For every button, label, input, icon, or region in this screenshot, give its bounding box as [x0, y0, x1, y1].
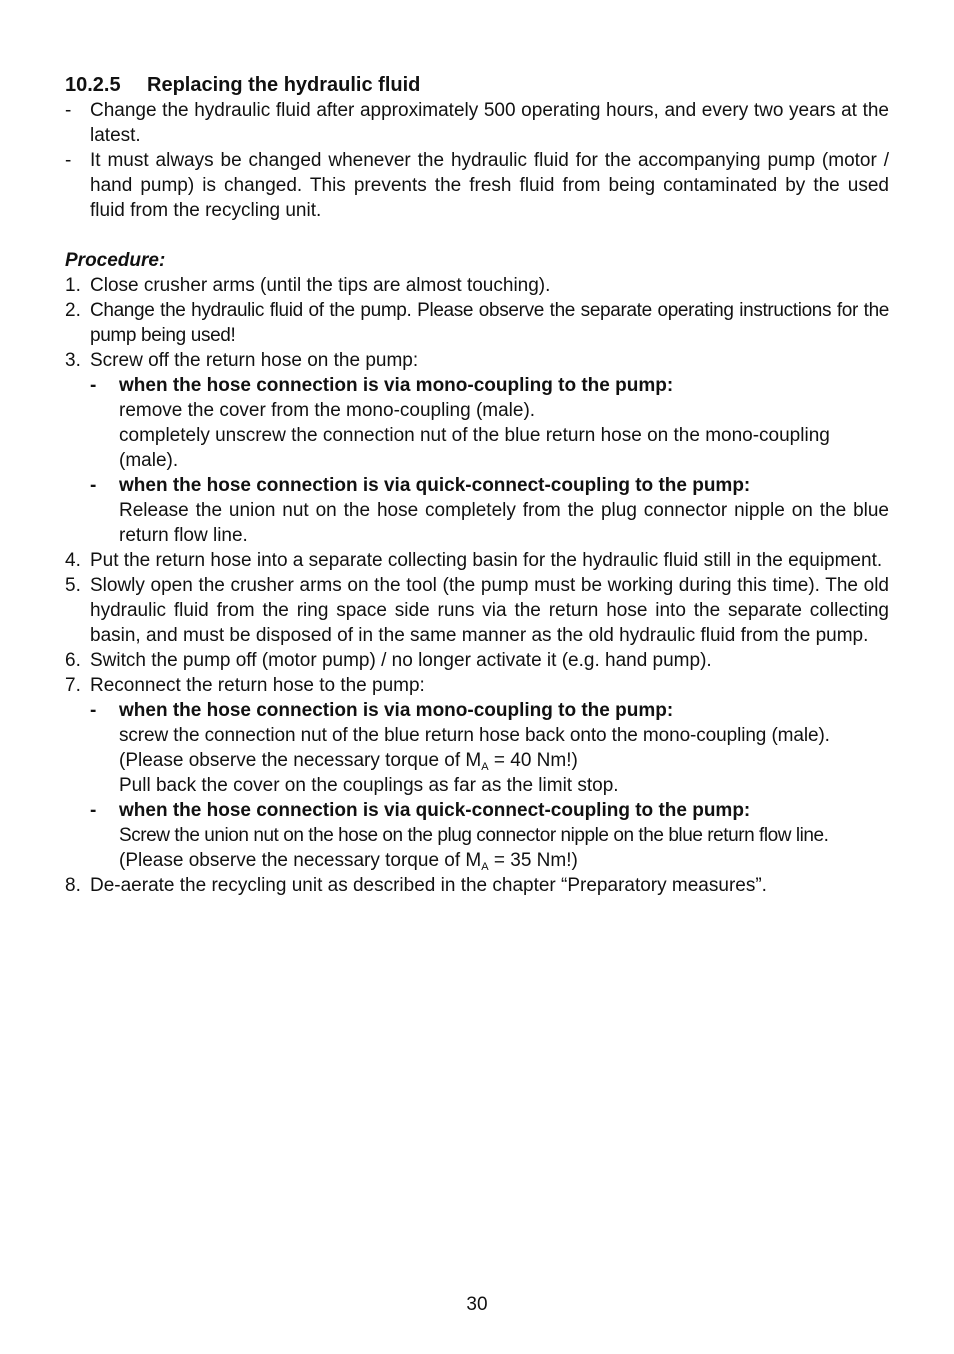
step-text: Change the hydraulic fluid of the pump. Please observe the separate operating instructions for the pump being used! [90, 300, 889, 346]
step-1 [65, 273, 889, 298]
substep-quick-connect [90, 798, 889, 873]
section-number: 10.2.5 [65, 74, 121, 96]
step-6 [65, 648, 889, 673]
procedure-label: Procedure: [65, 250, 166, 271]
step-number: 7. [65, 675, 81, 696]
substep-mono-coupling [90, 373, 889, 473]
step-number: 2. [65, 300, 81, 321]
torque-note [119, 848, 889, 873]
dash-marker: - [90, 800, 97, 821]
step-3 [65, 348, 889, 548]
intro-item [65, 148, 889, 223]
torque-subscript: A [481, 761, 489, 773]
step-text: Switch the pump off (motor pump) / no longer activate it (e.g. hand pump). [90, 650, 712, 671]
step-5 [65, 573, 889, 648]
step-4 [65, 548, 889, 573]
step-text: Slowly open the crusher arms on the tool (the pump must be working during this time). The old hydraulic fluid from the ring space side runs via the return hose into the separate collecting basin, and must be disposed of in the same manner as the old hydraulic fluid from the pump. [90, 575, 889, 646]
step-number: 8. [65, 875, 81, 896]
dash-marker: - [90, 700, 97, 721]
step-number: 6. [65, 650, 81, 671]
torque-note-text: (Please observe the necessary torque of M [119, 850, 482, 871]
step-7 [65, 673, 889, 873]
dash-marker: - [90, 475, 97, 496]
step-text: Reconnect the return hose to the pump: [90, 675, 425, 696]
section-title: Replacing the hydraulic fluid [147, 74, 421, 96]
step-number: 4. [65, 550, 81, 571]
section-heading [65, 72, 889, 98]
substep-heading: when the hose connection is via quick-connect-coupling to the pump: [119, 475, 751, 496]
substep-mono-coupling [90, 698, 889, 798]
step-number: 3. [65, 350, 81, 371]
torque-note [119, 748, 889, 773]
page-number: 30 [466, 1294, 488, 1315]
step-8 [65, 873, 889, 898]
substep-text: remove the cover from the mono-coupling (male). [119, 400, 536, 421]
intro-text: It must always be changed whenever the hydraulic fluid for the accompanying pump (motor / hand pump) is changed. This prevents the fresh fluid from being contaminated by the used fluid from the recycling unit. [90, 150, 889, 221]
intro-item [65, 98, 889, 148]
step-text: De-aerate the recycling unit as described in the chapter “Preparatory measures”. [90, 875, 767, 896]
dash-marker: - [90, 375, 97, 396]
step-number: 5. [65, 575, 81, 596]
substep-text: Release the union nut on the hose completely from the plug connector nipple on the blue return flow line. [119, 500, 889, 546]
step-2 [65, 298, 889, 348]
document-page [65, 72, 889, 898]
intro-text: Change the hydraulic fluid after approximately 500 operating hours, and every two years at the latest. [90, 100, 889, 146]
dash-marker: - [65, 100, 72, 121]
substep-quick-connect [90, 473, 889, 548]
substep-text: completely unscrew the connection nut of the blue return hose on the mono-coupling (male). [119, 425, 830, 471]
step-text: Put the return hose into a separate collecting basin for the hydraulic fluid still in the equipment. [90, 550, 883, 571]
dash-marker: - [65, 150, 72, 171]
substep-text: screw the connection nut of the blue return hose back onto the mono-coupling (male). [119, 725, 830, 746]
step-text: Screw off the return hose on the pump: [90, 350, 419, 371]
torque-note-value: = 35 Nm!) [488, 850, 578, 871]
torque-note-text: (Please observe the necessary torque of M [119, 750, 482, 771]
substep-heading: when the hose connection is via mono-coupling to the pump: [119, 700, 674, 721]
substep-heading: when the hose connection is via mono-coupling to the pump: [119, 375, 674, 396]
torque-subscript: A [481, 861, 489, 873]
substep-heading: when the hose connection is via quick-connect-coupling to the pump: [119, 800, 751, 821]
substep-text: Pull back the cover on the couplings as far as the limit stop. [119, 775, 619, 796]
substep-text: Screw the union nut on the hose on the plug connector nipple on the blue return flow line. [119, 825, 829, 846]
step-number: 1. [65, 275, 81, 296]
torque-note-value: = 40 Nm!) [488, 750, 578, 771]
step-text: Close crusher arms (until the tips are almost touching). [90, 275, 551, 296]
